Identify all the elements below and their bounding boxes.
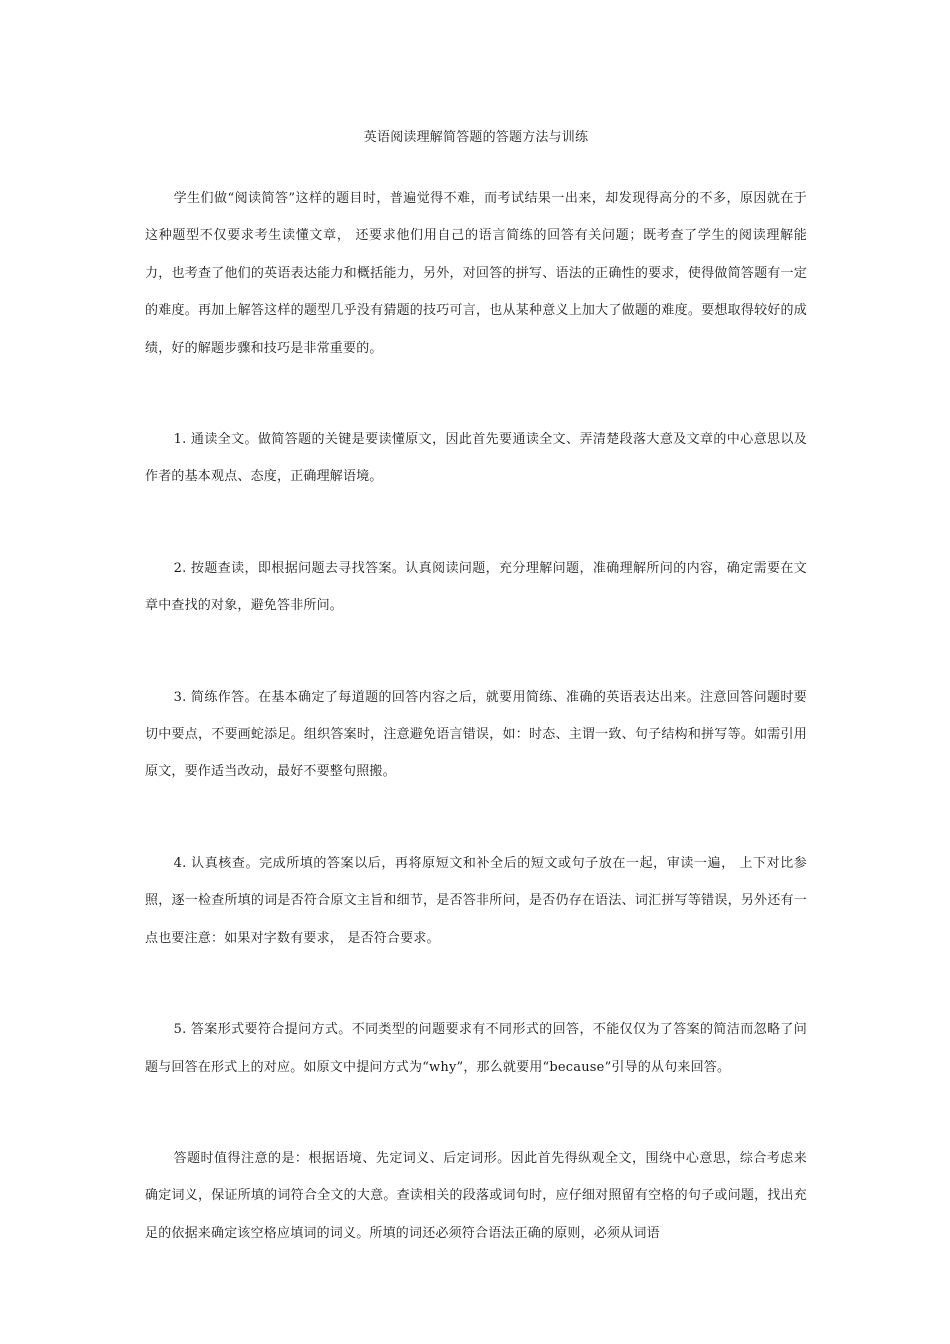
- step-3-paragraph: 3. 简练作答。在基本确定了每道题的回答内容之后，就要用简练、准确的英语表达出来。注意回答问题时要切中要点，不要画蛇添足。组织答案时，注意避免语言错误，如：时态、主谓一致、句子结构和拼写等。如需引用原文，要作适当改动，最好不要整句照搬。: [145, 689, 807, 780]
- step-1-paragraph: 1. 通读全文。做简答题的关键是要读懂原文，因此首先要通读全文、弄清楚段落大意及文章的中心意思以及作者的基本观点、态度，正确理解语境。: [145, 432, 807, 485]
- document-title: 英语阅读理解简答题的答题方法与训练: [363, 130, 589, 145]
- step-2-paragraph: 2. 按题查读，即根据问题去寻找答案。认真阅读问题，充分理解问题，准确理解所问的内容，确定需要在文章中查找的对象，避免答非所问。: [145, 560, 807, 614]
- step-5-paragraph: 5. 答案形式要符合提问方式。不同类型的问题要求有不同形式的回答，不能仅仅为了答案的简洁而忽略了问题与回答在形式上的对应。如原文中提问方式为“why”，那么就要用“because”引导的从句来回答。: [145, 1022, 807, 1075]
- document-body: [145, 124, 807, 1252]
- intro-paragraph: 学生们做“阅读简答”这样的题目时，普遍觉得不难，而考试结果一出来，却发现得高分的不多，原因就在于这种题型不仅要求考生读懂文章， 还要求他们用自己的语言简练的回答有关问题；既考查了学生的阅读理解能力，也考查了他们的英语表达能力和概括能力，另外，对回答的拼写、语法的正确性的要求，使得做简答题有一定的难度。再加上解答这样的题型几乎没有猜题的技巧可言，也从某种意义上加大了做题的难度。要想取得较好的成绩，好的解题步骤和技巧是非常重要的。: [145, 191, 807, 356]
- notes-paragraph: 答题时值得注意的是：根据语境、先定词义、后定词形。因此首先得纵观全文，围绕中心意思，综合考虑来确定词义，保证所填的词符合全文的大意。查读相关的段落或词句时，应仔细对照留有空格的句子或问题，找出充足的依据来确定该空格应填词的词义。所填的词还必须符合语法正确的原则，必须从词语: [145, 1150, 807, 1241]
- step-4-paragraph: 4. 认真核查。完成所填的答案以后，再将原短文和补全后的短文或句子放在一起，审读一遍， 上下对比参照，逐一检查所填的词是否符合原文主旨和细节，是否答非所问，是否仍存在语法、词汇拼写等错误，另外还有一点也要注意：如果对字数有要求， 是否符合要求。: [145, 855, 807, 946]
